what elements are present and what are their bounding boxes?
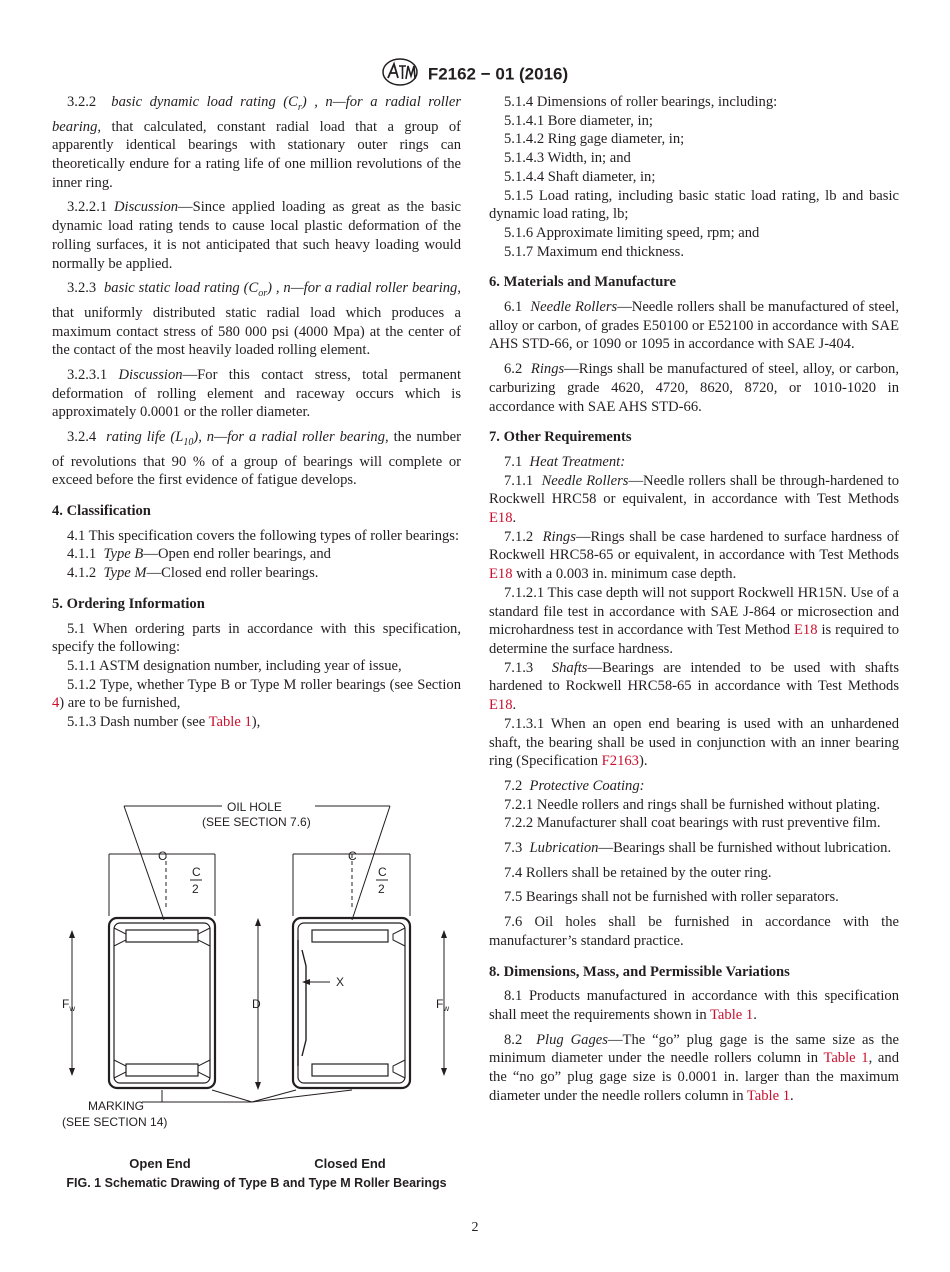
table-1-link[interactable]: Table 1: [746, 1087, 791, 1104]
paragraph-5-1-6: 5.1.6 Approximate limiting speed, rpm; and: [504, 224, 760, 241]
figure-1: [52, 790, 461, 1200]
section-heading-7: 7. Other Requirements: [489, 429, 632, 446]
section-heading-5: 5. Ordering Information: [52, 595, 205, 612]
x-dimension: X: [336, 975, 345, 989]
paragraph-7-5: 7.5 Bearings shall not be furnished with roller separators.: [504, 889, 839, 906]
closed-end-bearing: [293, 849, 449, 1088]
bearing-schematic-drawing: [52, 790, 461, 1150]
open-end-bearing: [62, 849, 215, 1088]
f2163-link[interactable]: F2163: [601, 753, 639, 770]
paragraph-6-1: 6.1 Needle Rollers—Needle rollers shall be manufactured of steel, alloy or carbon, of grades E50100 or E52100 in accordance with SAE AHS STD-66, or 1090 or 1095 in accordance with SAE J-404.: [489, 299, 900, 353]
page-number: 2: [471, 1220, 479, 1235]
paragraph-6-2: 6.2 Rings—Rings shall be manufactured of steel, alloy, or carbon, carburizing grade 4620, 4720, 8620, 8720, or 1010-1020 in accordance with SAE AHS STD-66.: [489, 361, 900, 415]
paragraph-8-1: 8.1 Products manufactured in accordance with this specification shall meet the requirements shown in Table 1.: [489, 988, 899, 1023]
paragraph-7-3: 7.3 Lubrication—Bearings shall be furnished without lubrication.: [504, 840, 892, 857]
marking-label: MARKING: [88, 1099, 145, 1113]
c-dimension-closed: C: [348, 849, 357, 863]
paragraph-5-1-7: 5.1.7 Maximum end thickness.: [504, 243, 684, 260]
paragraph-3-2-4: 3.2.4 rating life $(L_{10})$, n—for a radial roller bearing, the number of revolutions that 90 % of a group of bearings will complete or exceed before the first evidence of fatigue develops.: [52, 429, 461, 489]
paragraph-7-1-3-1: 7.1.3.1 When an open end bearing is used with an unhardened shaft, the bearing shall be used in conjunction with an inner bearing ring (Specification F2163).: [489, 715, 899, 770]
paragraph-5-1-1: 5.1.1 ASTM designation number, including year of issue,: [67, 658, 402, 674]
paragraph-7-4: 7.4 Rollers shall be retained by the outer ring.: [504, 864, 772, 881]
paragraph-4-1: 4.1 This specification covers the following types of roller bearings:: [67, 527, 460, 544]
closed-end-label: Closed End: [314, 1156, 386, 1171]
document-code: F2162 − 01 (2016): [427, 64, 569, 84]
paragraph-7-1-2-1: 7.1.2.1 This case depth will not support Rockwell HR15N. Use of a standard file test in accordance with SAE J-864 or microsection and microhardness test in accordance with Test Method E18 is required to determine the surface hardness.: [489, 584, 899, 657]
oil-hole-label: OIL HOLE: [227, 800, 282, 814]
paragraph-5-1-4-4: 5.1.4.4 Shaft diameter, in;: [504, 168, 656, 185]
paragraph-5-1-4-1: 5.1.4.1 Bore diameter, in;: [504, 112, 653, 129]
paragraph-7-1: 7.1 Heat Treatment:: [504, 453, 626, 470]
marking-reference: (SEE SECTION 14): [62, 1115, 168, 1129]
right-column: [489, 93, 899, 1111]
paragraph-5-1: 5.1 When ordering parts in accordance with this specification, specify the following:: [52, 620, 461, 656]
paragraph-5-1-2: 5.1.2 Type, whether Type B or Type M roller bearings (see Section 4) are to be furnished,: [52, 676, 461, 712]
section-heading-4: 4. Classification: [52, 503, 151, 520]
paragraph-5-1-4: 5.1.4 Dimensions of roller bearings, including:: [504, 94, 778, 110]
paragraph-3-2-2: 3.2.2 basic dynamic load rating $(C_r)$ , n—for a radial roller bearing, that calculated, constant radial load that a group of apparently identical bearings with stationary outer rings can theoretically endure for a rating life of one million revolutions of the inner ring.: [52, 94, 462, 191]
paragraph-3-2-3-1: 3.2.3.1 Discussion—For this contact stress, total permanent deformation of rolling element and raceway occurs which is approximately 0.0001 or the roller diameter.: [52, 366, 461, 421]
c-half-denominator-closed: 2: [378, 882, 385, 896]
paragraph-7-6: 7.6 Oil holes shall be furnished in accordance with the manufacturer’s standard practice.: [489, 914, 899, 949]
c-half-denominator-open: 2: [192, 882, 199, 896]
section-heading-8: 8. Dimensions, Mass, and Permissible Variations: [489, 963, 790, 980]
section-heading-6: 6. Materials and Manufacture: [489, 274, 676, 291]
paragraph-5-1-4-3: 5.1.4.3 Width, in; and: [504, 150, 631, 167]
e18-link[interactable]: E18: [489, 510, 513, 527]
astm-logo-icon: [382, 58, 418, 91]
c-half-numerator-closed: C: [378, 865, 387, 879]
fw-dimension-closed: $F_w$: [436, 997, 450, 1013]
page-header: [0, 58, 950, 91]
paragraph-7-2: 7.2 Protective Coating:: [504, 777, 645, 794]
paragraph-7-1-1: 7.1.1 Needle Rollers—Needle rollers shall be through-hardened to Rockwell HRC58 or equivalent, in accordance with Test Methods E18.: [489, 472, 900, 527]
d-dimension: D: [252, 997, 261, 1011]
paragraph-7-1-2: 7.1.2 Rings—Rings shall be case hardened to surface hardness of Rockwell HRC58-65 or equivalent, in accordance with Test Methods E18 with a 0.003 in. minimum case depth.: [489, 528, 899, 583]
e18-link[interactable]: E18: [489, 697, 513, 714]
table-1-link[interactable]: Table 1: [208, 714, 252, 731]
paragraph-3-2-3: 3.2.3 basic static load rating $(C_{or})$ , n—for a radial roller bearing, that uniformly distributed static radial load which produces a maximum contact stress of 580 000 psi (4000 Mpa) at the center of the contact of the most heavily loaded rolling element.: [52, 280, 462, 359]
figure-caption: FIG. 1 Schematic Drawing of Type B and Type M Roller Bearings: [66, 1176, 447, 1190]
table-1-link[interactable]: Table 1: [823, 1050, 869, 1067]
paragraph-8-2: 8.2 Plug Gages—The “go” plug gage is the same size as the minimum diameter under the needle rollers column in Table 1, and the “no go” plug gage size is 0.0001 in. larger than the maximum diameter under the needle rollers column in Table 1.: [489, 1031, 899, 1104]
c-half-numerator-open: C: [192, 865, 201, 879]
paragraph-5-1-4-2: 5.1.4.2 Ring gage diameter, in;: [504, 131, 685, 148]
table-1-link[interactable]: Table 1: [710, 1006, 754, 1023]
e18-link[interactable]: E18: [794, 622, 818, 639]
paragraph-4-1-1: 4.1.1 Type B—Open end roller bearings, and: [67, 546, 331, 563]
section-4-link[interactable]: 4: [52, 695, 60, 712]
fw-dimension-open: $F_w$: [62, 997, 76, 1013]
left-column: [52, 93, 461, 732]
paragraph-7-1-3: 7.1.3 Shafts—Bearings are intended to be used with shafts hardened to Rockwell HRC58-65 in accordance with Test Methods E18.: [489, 659, 899, 714]
oil-hole-reference: (SEE SECTION 7.6): [202, 815, 311, 829]
c-dimension-open: C: [158, 849, 167, 863]
paragraph-7-2-2: 7.2.2 Manufacturer shall coat bearings with rust preventive film.: [504, 815, 881, 832]
paragraph-7-2-1: 7.2.1 Needle rollers and rings shall be furnished without plating.: [504, 796, 881, 813]
paragraph-5-1-3: 5.1.3 Dash number (see Table 1),: [67, 714, 261, 731]
paragraph-5-1-5: 5.1.5 Load rating, including basic static load rating, lb and basic dynamic load rating, lb;: [489, 187, 899, 223]
e18-link[interactable]: E18: [489, 566, 513, 583]
open-end-label: Open End: [129, 1156, 191, 1171]
paragraph-3-2-2-1: 3.2.2.1 Discussion—Since applied loading as great as the basic dynamic load rating tends to cause local plastic deformation of the rolling surfaces, it is not anticipated that such heavy loading would normally be applied.: [52, 199, 461, 272]
paragraph-4-1-2: 4.1.2 Type M—Closed end roller bearings.: [67, 565, 319, 582]
